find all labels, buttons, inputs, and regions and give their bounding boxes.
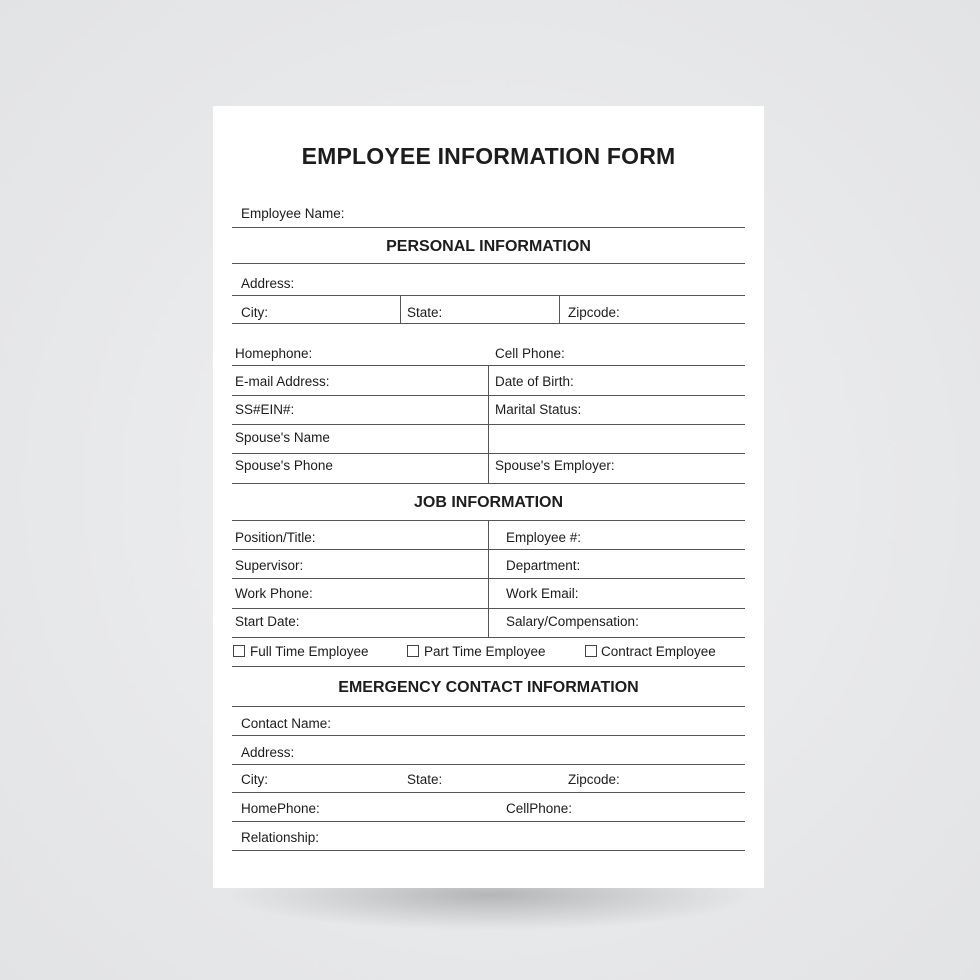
- job-info-heading: JOB INFORMATION: [413, 494, 564, 511]
- emergency-state-label: State:: [407, 772, 443, 787]
- position-line[interactable]: [232, 549, 745, 550]
- divider: [400, 295, 401, 323]
- full-time-checkbox[interactable]: [233, 645, 245, 657]
- spouse-phone-line[interactable]: [232, 483, 745, 484]
- city-label: City:: [241, 305, 268, 320]
- divider: [232, 666, 745, 667]
- spouse-name-line[interactable]: [232, 453, 745, 454]
- emergency-address-line[interactable]: [232, 764, 745, 765]
- emergency-city-line[interactable]: [232, 792, 745, 793]
- marital-status-label: Marital Status:: [495, 402, 582, 417]
- work-email-label: Work Email:: [506, 586, 579, 601]
- contact-name-label: Contact Name:: [241, 716, 332, 731]
- work-phone-line[interactable]: [232, 608, 745, 609]
- homephone-label: Homephone:: [235, 346, 313, 361]
- form-title: EMPLOYEE INFORMATION FORM: [301, 143, 676, 169]
- email-label: E-mail Address:: [235, 374, 330, 389]
- supervisor-line[interactable]: [232, 578, 745, 579]
- start-date-line[interactable]: [232, 637, 745, 638]
- emergency-contact-heading: EMERGENCY CONTACT INFORMATION: [338, 679, 639, 696]
- dob-label: Date of Birth:: [495, 374, 574, 389]
- supervisor-label: Supervisor:: [235, 558, 304, 573]
- start-date-label: Start Date:: [235, 614, 300, 629]
- part-time-checkbox[interactable]: [407, 645, 419, 657]
- divider: [559, 295, 560, 323]
- divider: [232, 706, 745, 707]
- salary-label: Salary/Compensation:: [506, 614, 639, 629]
- city-state-zip-line[interactable]: [232, 323, 745, 324]
- emergency-cellphone-label: CellPhone:: [506, 801, 573, 816]
- emergency-homephone-label: HomePhone:: [241, 801, 320, 816]
- employee-name-line[interactable]: [232, 227, 745, 228]
- employee-name-label: Employee Name:: [241, 206, 345, 221]
- emergency-phone-line[interactable]: [232, 821, 745, 822]
- ssein-label: SS#EIN#:: [235, 402, 295, 417]
- relationship-label: Relationship:: [241, 830, 320, 845]
- state-label: State:: [407, 305, 443, 320]
- spouse-phone-label: Spouse's Phone: [235, 458, 333, 473]
- spouse-employer-label: Spouse's Employer:: [495, 458, 615, 473]
- zipcode-label: Zipcode:: [568, 305, 620, 320]
- position-label: Position/Title:: [235, 530, 316, 545]
- contract-checkbox[interactable]: [585, 645, 597, 657]
- address-label: Address:: [241, 276, 295, 291]
- divider: [232, 263, 745, 264]
- cell-phone-label: Cell Phone:: [495, 346, 565, 361]
- address-line[interactable]: [232, 295, 745, 296]
- emergency-city-label: City:: [241, 772, 268, 787]
- work-phone-label: Work Phone:: [235, 586, 313, 601]
- full-time-label: Full Time Employee: [250, 644, 369, 659]
- contact-name-line[interactable]: [232, 735, 745, 736]
- form-page: [213, 106, 764, 888]
- ssein-marital-line[interactable]: [232, 424, 745, 425]
- emergency-zipcode-label: Zipcode:: [568, 772, 620, 787]
- employee-number-label: Employee #:: [506, 530, 582, 545]
- department-label: Department:: [506, 558, 581, 573]
- relationship-line[interactable]: [232, 850, 745, 851]
- personal-info-heading: PERSONAL INFORMATION: [386, 238, 591, 255]
- part-time-label: Part Time Employee: [424, 644, 546, 659]
- contract-label: Contract Employee: [601, 644, 716, 659]
- spouse-name-label: Spouse's Name: [235, 430, 330, 445]
- email-dob-line[interactable]: [232, 395, 745, 396]
- emergency-address-label: Address:: [241, 745, 295, 760]
